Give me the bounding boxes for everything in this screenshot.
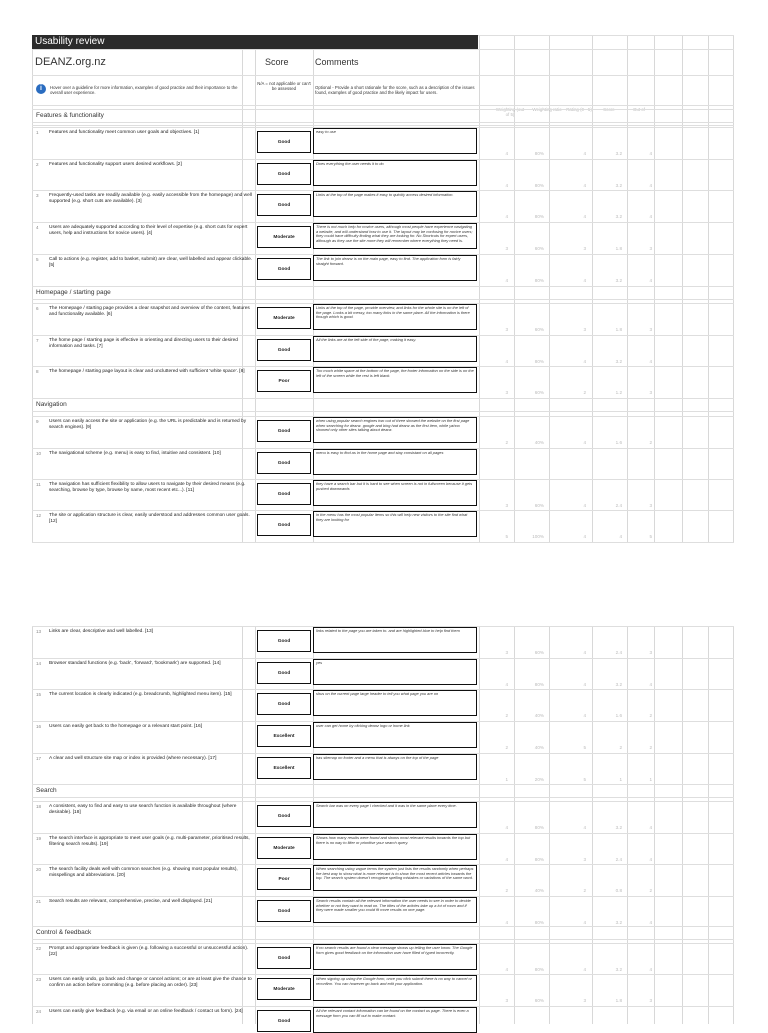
weighting-value: 5	[505, 534, 508, 539]
weighting-value: 4	[505, 920, 508, 925]
rating-value: 4	[583, 967, 586, 972]
row-number: 5	[36, 257, 39, 262]
rating-value: 2	[583, 888, 586, 893]
score-value: 2.4	[615, 503, 622, 508]
guideline-text: Users can easily access the site or application (e.g. the URL is predictable and is returned by search engines). [9]	[49, 419, 247, 430]
score-select[interactable]: Good	[257, 947, 311, 969]
row-divider	[32, 299, 734, 300]
out-of-value: 3	[649, 998, 652, 1003]
out-of-value: 2	[649, 713, 652, 718]
row-number: 7	[36, 338, 39, 343]
score-select[interactable]: Good	[257, 693, 311, 715]
weighting-value: 3	[505, 650, 508, 655]
weighting-value: 3	[505, 503, 508, 508]
weighting-ratio-value: 80%	[534, 682, 544, 687]
row-number: 1	[36, 130, 39, 135]
score-select[interactable]: Good	[257, 452, 311, 474]
row-divider	[32, 122, 734, 123]
sheet-title: Usability review	[32, 35, 478, 49]
out-of-value: 4	[649, 825, 652, 830]
weighting-value: 4	[505, 825, 508, 830]
weighting-ratio-value: 40%	[534, 888, 544, 893]
weighting-value: 4	[505, 183, 508, 188]
weighting-value: 4	[505, 682, 508, 687]
score-select[interactable]: Good	[257, 258, 311, 280]
score-select[interactable]: Good	[257, 483, 311, 505]
comments-column-header: Comments	[315, 57, 359, 67]
section-heading: Features & functionality	[36, 112, 104, 119]
row-divider	[32, 797, 734, 798]
comment-field[interactable]: All the relevant contact information can be found on the contact us page. There is even a message form you can fill out to make contact.	[313, 1007, 477, 1033]
rating-value: 2	[583, 390, 586, 395]
guideline-text: The homepage / starting page layout is clear and uncluttered with sufficient 'white space'. [8]	[49, 369, 245, 374]
weighting-ratio-value: 80%	[534, 359, 544, 364]
row-divider	[32, 398, 734, 399]
guideline-text: The home page / starting page is effective in orienting and directing users to their desired information and tasks. [7]	[49, 338, 238, 349]
guideline-text: A clear and well structure site map or index is provided (where necessary). [17]	[49, 756, 217, 761]
weighting-ratio-value: 20%	[534, 777, 544, 782]
rating-value: 4	[583, 682, 586, 687]
rating-value: 4	[583, 359, 586, 364]
comment-field[interactable]: Too much white space at the bottom of the page, the footer information on the side is on the left of the screen while the rest is left blank.	[313, 367, 477, 393]
weighting-ratio-value: 40%	[534, 745, 544, 750]
weighting-ratio-value: 60%	[534, 998, 544, 1003]
out-of-value: 3	[649, 503, 652, 508]
row-number: 19	[36, 836, 42, 841]
rating-value: 5	[583, 745, 586, 750]
score-value: 1.8	[615, 246, 622, 251]
comment-field[interactable]: Does everything the user needs it to do	[313, 160, 477, 186]
score-value: 3.2	[615, 825, 622, 830]
weighting-value: 4	[505, 857, 508, 862]
comment-field[interactable]: When searching using vague terms the system just lists the results randomly when perhaps the best way to show what is more relevant is to show the most recent articles towards the top. The search system doesn't recognize spelling mistakes or variations of the same word.	[313, 865, 477, 891]
rating-value: 4	[583, 825, 586, 830]
guideline-text: Features and functionality support users desired workflows. [2]	[49, 162, 182, 167]
row-divider	[32, 286, 734, 287]
score-select[interactable]: Poor	[257, 868, 311, 890]
score-value: 2.4	[615, 650, 622, 655]
comment-field[interactable]: links related to the page you are taken to. and are highlighted blue to help find them	[313, 627, 477, 653]
comment-field[interactable]: when using popular search engines two out of three showed the website on the first page when searching for deanz. google and bing had deanz as the first item, while yahoo showed only other sites talking about deanz.	[313, 417, 477, 443]
row-number: 3	[36, 193, 39, 198]
review-sheet-page-2	[32, 626, 734, 1024]
comment-field[interactable]: When signing up using the Google form, once you click submit there is no way to cancel or reconfirm. You can however go back and edit your application.	[313, 975, 477, 1001]
row-number: 13	[36, 629, 42, 634]
row-number: 6	[36, 306, 39, 311]
rating-value: 4	[583, 503, 586, 508]
guideline-text: The Homepage / starting page provides a clear snapshot and overview of the content, features and functionality available. [6]	[49, 306, 250, 317]
score-select[interactable]: Good	[257, 805, 311, 827]
optional-note: Optional - Provide a short rationale for the score, such as a description of the issues found, examples of good practice and the likely impact for users.	[315, 85, 475, 95]
row-divider	[32, 411, 734, 412]
score-value: 1.6	[615, 440, 622, 445]
row-divider	[32, 926, 734, 927]
row-number: 21	[36, 899, 42, 904]
rating-value: 3	[583, 857, 586, 862]
guideline-text: The current location is clearly indicated (e.g. breadcrumb, highlighted menu item). [15]	[49, 692, 232, 697]
score-value: 2	[619, 745, 622, 750]
score-value: 3.2	[615, 151, 622, 156]
na-note: N/A = not applicable or can't be assessed	[257, 81, 311, 91]
row-number: 20	[36, 867, 42, 872]
out-of-value: 4	[649, 183, 652, 188]
guideline-text: Users are adequately supported according to their level of expertise (e.g. short cuts for expert users, help and instructions for novice users). [4]	[49, 225, 248, 236]
guideline-text: The site or application structure is clear, easily understood and addresses common user goals. [12]	[49, 513, 250, 524]
out-of-value: 4	[649, 214, 652, 219]
row-number: 14	[36, 661, 42, 666]
guideline-text: Frequently-used tasks are readily available (e.g. easily accessible from the homepage) and well supported (e.g. short cuts are available). [3]	[49, 193, 252, 204]
out-of-value: 2	[649, 745, 652, 750]
score-select[interactable]: Poor	[257, 370, 311, 392]
out-of-value: 4	[649, 359, 652, 364]
rating-value: 4	[583, 534, 586, 539]
weighting-ratio-value: 60%	[534, 503, 544, 508]
weighting-value: 3	[505, 246, 508, 251]
row-number: 8	[36, 369, 39, 374]
score-column-header: Score	[265, 57, 289, 67]
out-of-value: 4	[649, 967, 652, 972]
score-select[interactable]: Good	[257, 630, 311, 652]
score-value: 4	[619, 534, 622, 539]
info-icon[interactable]: i	[36, 84, 46, 94]
row-divider	[32, 939, 734, 940]
comment-field[interactable]: in the menu has the most popular items so this will help new visitors to the site find what they are looking for	[313, 511, 477, 537]
weighting-ratio-value: 80%	[534, 967, 544, 972]
row-number: 16	[36, 724, 42, 729]
score-value: 1	[619, 777, 622, 782]
rating-value: 3	[583, 998, 586, 1003]
comment-field[interactable]: Search bar was on every page I checked and it was in the same place every time.	[313, 802, 477, 828]
row-number: 2	[36, 162, 39, 167]
weighting-ratio-value: 60%	[534, 650, 544, 655]
weighting-ratio-value: 80%	[534, 825, 544, 830]
rating-value: 4	[583, 650, 586, 655]
guideline-text: Users can easily give feedback (e.g. via email or an online feedback / contact us form). [24]	[49, 1009, 243, 1014]
row-number: 24	[36, 1009, 42, 1014]
score-select[interactable]: Good	[257, 131, 311, 153]
score-value: 0.8	[615, 888, 622, 893]
weighting-value: 4	[505, 278, 508, 283]
out-of-value: 3	[649, 246, 652, 251]
weighting-header: of 5)	[505, 112, 515, 117]
comment-field[interactable]: Links at the top of the page, provide overview, and links for the whole site is on the left of the page. Looks a bit messy, too many links in the same place. All the information is there though which is good.	[313, 304, 477, 330]
weighting-value: 4	[505, 214, 508, 219]
comment-field[interactable]: All the links are at the left side of the page, making it easy.	[313, 336, 477, 362]
out-of-value: 4	[649, 151, 652, 156]
weighting-ratio-value: 80%	[534, 278, 544, 283]
guideline-text: The search interface is appropriate to meet user goals (e.g. multi-parameter, prioritised results, filtering search results). [19]	[49, 836, 250, 847]
row-number: 22	[36, 946, 42, 951]
weighting-ratio-value: 40%	[534, 440, 544, 445]
weighting-ratio-value: 80%	[534, 183, 544, 188]
row-number: 17	[36, 756, 42, 761]
hover-note: Hover over a guideline for more information, examples of good practice and their importance to the overall user experience.	[50, 85, 238, 95]
row-number: 4	[36, 225, 39, 230]
weighting-ratio-value: 40%	[534, 713, 544, 718]
row-number: 18	[36, 804, 42, 809]
weighting-ratio-value: 80%	[534, 151, 544, 156]
score-select[interactable]: Moderate	[257, 226, 311, 248]
section-heading: Navigation	[36, 401, 67, 408]
guideline-text: Links are clear, descriptive and well labelled. [13]	[49, 629, 153, 634]
guideline-text: The search facility deals well with common searches (e.g. showing most popular results), misspellings and abbreviations. [20]	[49, 867, 238, 878]
score-select[interactable]: Good	[257, 900, 311, 922]
weighting-value: 4	[505, 359, 508, 364]
weighting-ratio-value: 100%	[532, 534, 544, 539]
score-value: 1.8	[615, 998, 622, 1003]
site-name: DEANZ.org.nz	[35, 56, 106, 68]
comment-field[interactable]: they have a search bar but it is hard to see when screen is not in fullscreen because it gets pushed downwards	[313, 480, 477, 506]
score-value: 3.2	[615, 214, 622, 219]
score-value: 1.8	[615, 327, 622, 332]
rating-value: 4	[583, 183, 586, 188]
score-select[interactable]: Excellent	[257, 725, 311, 747]
score-value: 1.2	[615, 390, 622, 395]
weighting-value: 2	[505, 888, 508, 893]
row-number: 23	[36, 977, 42, 982]
weighting-value: 2	[505, 440, 508, 445]
score-value: 3.2	[615, 359, 622, 364]
comment-field[interactable]: has sitemap on footer and a menu that is always on the top of the page	[313, 754, 477, 780]
guideline-text: Search results are relevant, comprehensive, precise, and well displayed. [21]	[49, 899, 213, 904]
out-of-value: 1	[649, 777, 652, 782]
score-value: 1.6	[615, 713, 622, 718]
guideline-text: Browser standard functions (e.g. 'back', 'forward', 'bookmark') are supported. [14]	[49, 661, 221, 666]
weighting-value: 3	[505, 998, 508, 1003]
comment-field[interactable]: user can get home by clicking deanz logo or home link	[313, 722, 477, 748]
row-number: 15	[36, 692, 42, 697]
weighting-ratio-value: 60%	[534, 390, 544, 395]
score-value: 3.2	[615, 183, 622, 188]
out-of-value: 4	[649, 920, 652, 925]
row-number: 12	[36, 513, 42, 518]
row-divider	[32, 784, 734, 785]
score-select[interactable]: Good	[257, 420, 311, 442]
weighting-value: 1	[505, 777, 508, 782]
score-select[interactable]: Moderate	[257, 837, 311, 859]
weighting-ratio-value: 80%	[534, 857, 544, 862]
guideline-text: The navigation has sufficient flexibility to allow users to navigate by their desired means (e.g. searching, browse by type, browse by name, most recent etc...). [11]	[49, 482, 246, 493]
score-value: 3.2	[615, 278, 622, 283]
section-heading: Search	[36, 787, 57, 794]
out-of-value: 4	[649, 278, 652, 283]
rating-value: 4	[583, 713, 586, 718]
weighting-ratio-value: 80%	[534, 920, 544, 925]
row-number: 11	[36, 482, 41, 487]
out-of-value: 2	[649, 888, 652, 893]
comment-field[interactable]: easy to use	[313, 128, 477, 154]
out-of-value: 4	[649, 682, 652, 687]
out-of-value: 5	[649, 534, 652, 539]
rating-value: 4	[583, 440, 586, 445]
score-select[interactable]: Moderate	[257, 307, 311, 329]
comment-field[interactable]: If no search results are found a clear message shows up telling the user know. The Google form gives good feedback on the information user have filled of typed incorrectly.	[313, 944, 477, 970]
comment-field[interactable]: The link to join deanz is on the main page, easy to find. The application form is fairly straight forward.	[313, 255, 477, 281]
row-divider	[32, 109, 734, 110]
comment-field[interactable]: Links at the top of the page makes it easy to quickly access desired information.	[313, 191, 477, 217]
out-of-value: 3	[649, 327, 652, 332]
weighting-value: 4	[505, 151, 508, 156]
score-select[interactable]: Good	[257, 662, 311, 684]
rating-value: 4	[583, 151, 586, 156]
weighting-value: 3	[505, 327, 508, 332]
rating-value: 4	[583, 920, 586, 925]
score-value: 3.2	[615, 920, 622, 925]
guideline-text: The navigational scheme (e.g. menu) is easy to find, intuitive and consistent. [10]	[49, 451, 221, 456]
guideline-text: Users can easily get back to the homepage or a relevant start point. [16]	[49, 724, 203, 729]
score-select[interactable]: Good	[257, 514, 311, 536]
out-of-value: 2	[649, 440, 652, 445]
weighting-value: 2	[505, 745, 508, 750]
guideline-text: Users can easily undo, go back and change or cancel actions; or are at least give the chance to confirm an action before commiting (e.g. before placing an order). [23]	[49, 977, 252, 988]
rating-value: 5	[583, 777, 586, 782]
score-select[interactable]: Excellent	[257, 757, 311, 779]
out-of-value: 3	[649, 650, 652, 655]
out-of-value: 4	[649, 857, 652, 862]
score-value: 2.4	[615, 857, 622, 862]
comment-field[interactable]: There is not much help for novice users, although most people have experience navigating a website, and will understand how to use it. The layout may be confusing for novice users; they could have difficulty finding what they are looking for. No Shortcuts for expert users, although as they use the site more they will remember where everything they need is.	[313, 223, 477, 249]
weighting-ratio-value: 60%	[534, 327, 544, 332]
guideline-text: Features and functionality meet common user goals and objectives. [1]	[49, 130, 200, 135]
score-select[interactable]: Good	[257, 339, 311, 361]
comment-field[interactable]: Search results contain all the relevant information the user needs to see in order to decide whether or not they want to read on. The titles of the articles take up a lot of room and if they were made smaller you could fit more results on one page.	[313, 897, 477, 923]
rating-value: 4	[583, 214, 586, 219]
weighting-ratio-value: 60%	[534, 246, 544, 251]
guideline-text: Call to actions (e.g. register, add to basket, submit) are clear, well labelled and appear clickable. [5]	[49, 257, 253, 268]
rating-value: 3	[583, 327, 586, 332]
comment-field[interactable]: Shows how many results were found and shows most relevant results towards the top but there is no way to filter or prioritise your search query.	[313, 834, 477, 860]
review-sheet-page-1	[32, 35, 734, 543]
rating-value: 3	[583, 246, 586, 251]
comment-field[interactable]: shus on the current page large header to tell you what page you are on	[313, 690, 477, 716]
out-of-value: 3	[649, 390, 652, 395]
section-heading: Control & feedback	[36, 929, 92, 936]
guideline-text: A consistent, easy to find and easy to use search function is available throughout (where desirable). [18]	[49, 804, 237, 815]
section-heading: Homepage / starting page	[36, 289, 111, 296]
weighting-value: 2	[505, 713, 508, 718]
score-select[interactable]: Good	[257, 1010, 311, 1032]
comment-field[interactable]: menu is easy to find as in the home page and stay consistant on all pages	[313, 449, 477, 475]
weighting-ratio-value: 80%	[534, 214, 544, 219]
weighting-value: 4	[505, 967, 508, 972]
score-value: 3.2	[615, 682, 622, 687]
score-value: 3.2	[615, 967, 622, 972]
score-select[interactable]: Good	[257, 194, 311, 216]
guideline-text: Prompt and appropriate feedback is given (e.g. following a successful or unsuccessful action). [22]	[49, 946, 249, 957]
row-number: 9	[36, 419, 39, 424]
rating-value: 4	[583, 278, 586, 283]
score-select[interactable]: Moderate	[257, 978, 311, 1000]
score-select[interactable]: Good	[257, 163, 311, 185]
comment-field[interactable]: yes	[313, 659, 477, 685]
row-number: 10	[36, 451, 42, 456]
weighting-value: 3	[505, 390, 508, 395]
